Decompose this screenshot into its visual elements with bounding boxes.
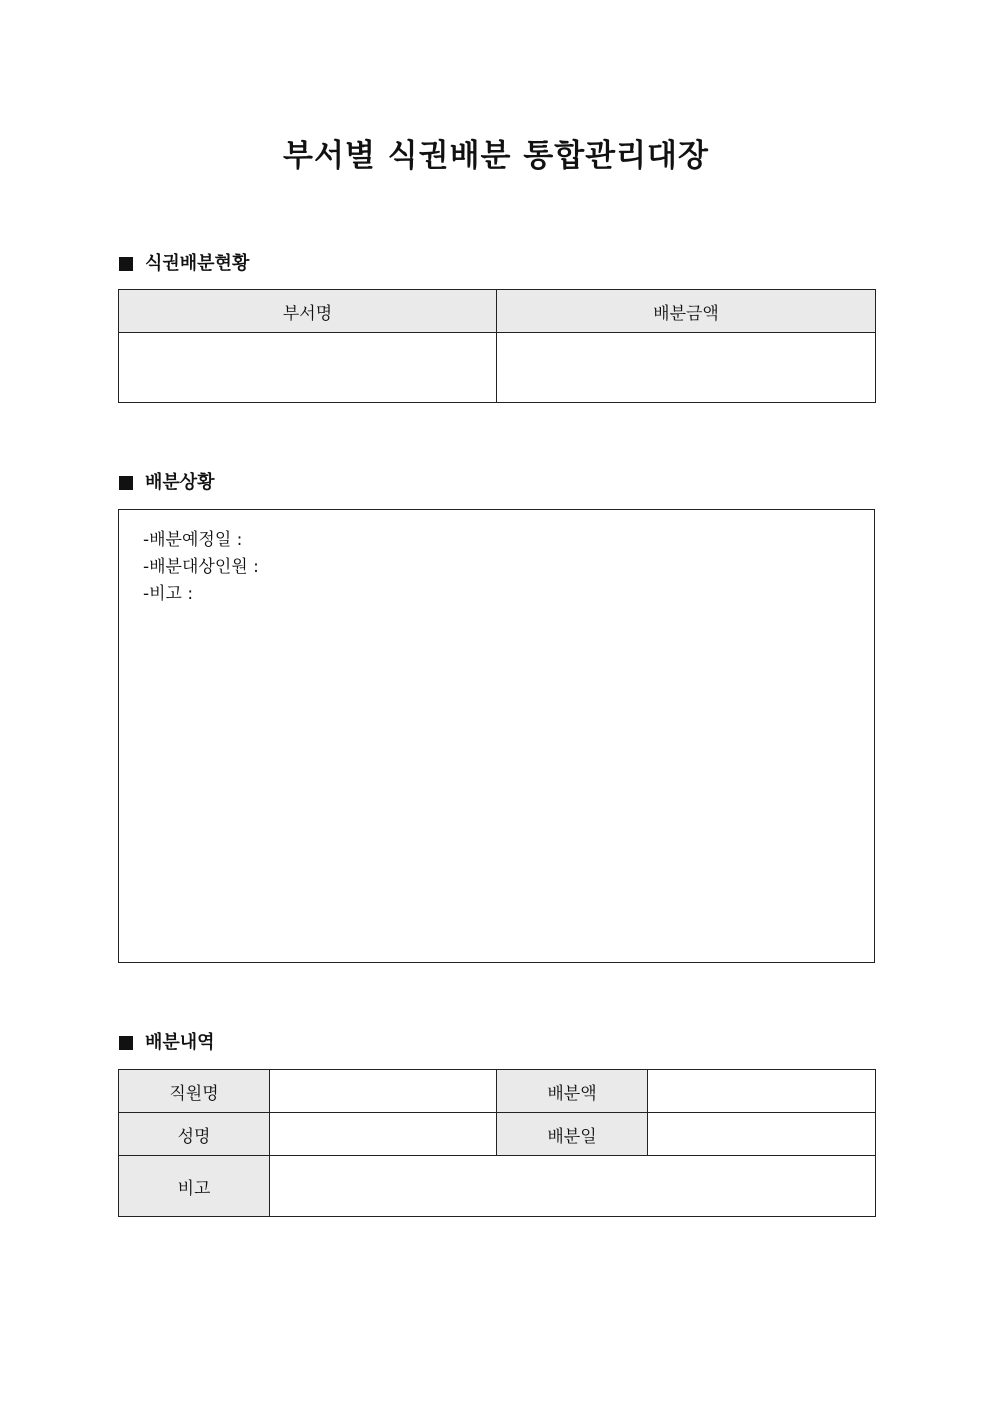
name-field[interactable] — [270, 1113, 497, 1156]
name-label: 성명 — [119, 1113, 270, 1156]
meal-ticket-status-table — [118, 289, 876, 403]
table-row — [119, 1070, 876, 1113]
square-bullet-icon — [119, 1036, 133, 1050]
target-headcount-line: -배분대상인원 : — [143, 557, 259, 577]
section-heading-details — [119, 1030, 215, 1056]
section-heading-details-label: 배분내역 — [145, 1032, 215, 1053]
square-bullet-icon — [119, 257, 133, 271]
section-heading-status — [119, 251, 249, 277]
table-row — [119, 1156, 876, 1217]
section-heading-situation — [119, 470, 215, 496]
amount-label: 배분액 — [497, 1070, 648, 1113]
employee-name-label: 직원명 — [119, 1070, 270, 1113]
remarks-field[interactable] — [270, 1156, 876, 1217]
section-heading-situation-label: 배분상황 — [145, 472, 215, 493]
amount-field[interactable] — [648, 1070, 876, 1113]
column-header-department: 부서명 — [119, 290, 497, 333]
scheduled-date-line: -배분예정일 : — [143, 530, 243, 550]
amount-cell[interactable] — [497, 333, 876, 403]
distribution-details-table — [118, 1069, 876, 1217]
column-header-amount: 배분금액 — [497, 290, 876, 333]
section-heading-status-label: 식권배분현황 — [145, 253, 250, 274]
document-title: 부서별 식권배분 통합관리대장 — [283, 138, 709, 174]
square-bullet-icon — [119, 476, 133, 490]
distribution-situation-box[interactable] — [118, 509, 875, 963]
remarks-label: 비고 — [119, 1156, 270, 1217]
table-row — [119, 1113, 876, 1156]
table-row — [119, 333, 876, 403]
employee-name-field[interactable] — [270, 1070, 497, 1113]
date-field[interactable] — [648, 1113, 876, 1156]
date-label: 배분일 — [497, 1113, 648, 1156]
department-cell[interactable] — [119, 333, 497, 403]
remarks-line: -비고 : — [143, 584, 194, 604]
